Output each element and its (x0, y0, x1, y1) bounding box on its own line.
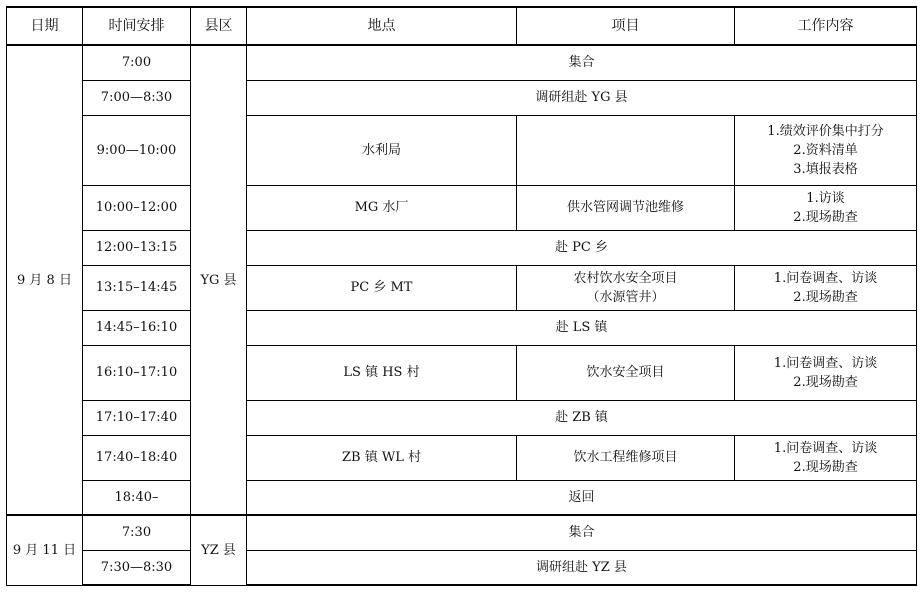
time-cell: 7:30—8:30 (83, 550, 191, 585)
county-cell: YZ 县 (191, 515, 247, 585)
work-item: 2.现场勘查 (793, 209, 858, 225)
location-cell: MG 水厂 (247, 185, 517, 230)
time-cell: 7:30 (83, 515, 191, 550)
work-item: 1.访谈 (806, 190, 845, 206)
work-content-cell (735, 265, 917, 310)
merged-activity-cell: 调研组赴 YZ 县 (247, 550, 917, 585)
work-item: 1.问卷调查、访谈 (773, 270, 878, 286)
time-cell: 17:10–17:40 (83, 400, 191, 435)
county-cell: YG 县 (191, 45, 247, 515)
merged-activity-cell: 调研组赴 YG 县 (247, 80, 917, 115)
merged-activity-cell: 赴 ZB 镇 (247, 400, 917, 435)
merged-activity-cell: 集合 (247, 45, 917, 80)
table-row (7, 515, 917, 550)
time-cell: 14:45–16:10 (83, 310, 191, 345)
project-cell: 饮水安全项目 (517, 345, 735, 400)
project-cell (517, 115, 735, 185)
work-content-cell (735, 345, 917, 400)
work-content-cell (735, 185, 917, 230)
table-row (7, 345, 917, 400)
time-cell: 18:40– (83, 480, 191, 515)
project-line: （水源管井） (586, 289, 665, 305)
table-row (7, 435, 917, 480)
work-item: 2.现场勘查 (793, 289, 858, 305)
work-item: 2.现场勘查 (793, 374, 858, 390)
header-county: 县区 (191, 7, 247, 45)
merged-activity-cell: 集合 (247, 515, 917, 550)
time-cell: 7:00 (83, 45, 191, 80)
time-cell: 7:00—8:30 (83, 80, 191, 115)
header-location: 地点 (247, 7, 517, 45)
time-cell: 10:00–12:00 (83, 185, 191, 230)
table-row (7, 480, 917, 515)
merged-activity-cell: 返回 (247, 480, 917, 515)
work-item: 3.填报表格 (793, 161, 858, 177)
merged-activity-cell: 赴 LS 镇 (247, 310, 917, 345)
table-row (7, 185, 917, 230)
schedule-table (6, 6, 917, 586)
time-cell: 12:00–13:15 (83, 230, 191, 265)
time-cell: 17:40–18:40 (83, 435, 191, 480)
header-work: 工作内容 (735, 7, 917, 45)
work-item: 1.绩效评价集中打分 (767, 123, 884, 139)
table-row (7, 400, 917, 435)
work-item: 2.资料清单 (793, 142, 858, 158)
location-cell: ZB 镇 WL 村 (247, 435, 517, 480)
time-cell: 13:15–14:45 (83, 265, 191, 310)
location-cell: PC 乡 MT (247, 265, 517, 310)
time-cell: 16:10–17:10 (83, 345, 191, 400)
header-date: 日期 (7, 7, 83, 45)
table-row (7, 265, 917, 310)
project-cell (517, 265, 735, 310)
date-cell: 9 月 11 日 (7, 515, 83, 585)
location-cell: 水利局 (247, 115, 517, 185)
header-time: 时间安排 (83, 7, 191, 45)
work-item: 1.问卷调查、访谈 (773, 355, 878, 371)
work-item: 1.问卷调查、访谈 (773, 440, 878, 456)
time-cell: 9:00—10:00 (83, 115, 191, 185)
header-project: 项目 (517, 7, 735, 45)
project-line: 农村饮水安全项目 (573, 270, 678, 286)
project-cell: 饮水工程维修项目 (517, 435, 735, 480)
table-row (7, 45, 917, 80)
work-item: 2.现场勘查 (793, 459, 858, 475)
table-row (7, 230, 917, 265)
project-cell: 供水管网调节池维修 (517, 185, 735, 230)
work-content-cell (735, 115, 917, 185)
work-content-cell (735, 435, 917, 480)
table-row (7, 550, 917, 585)
table-row (7, 310, 917, 345)
table-row (7, 80, 917, 115)
merged-activity-cell: 赴 PC 乡 (247, 230, 917, 265)
table-row (7, 115, 917, 185)
location-cell: LS 镇 HS 村 (247, 345, 517, 400)
date-cell: 9 月 8 日 (7, 45, 83, 515)
header-row (7, 7, 917, 45)
